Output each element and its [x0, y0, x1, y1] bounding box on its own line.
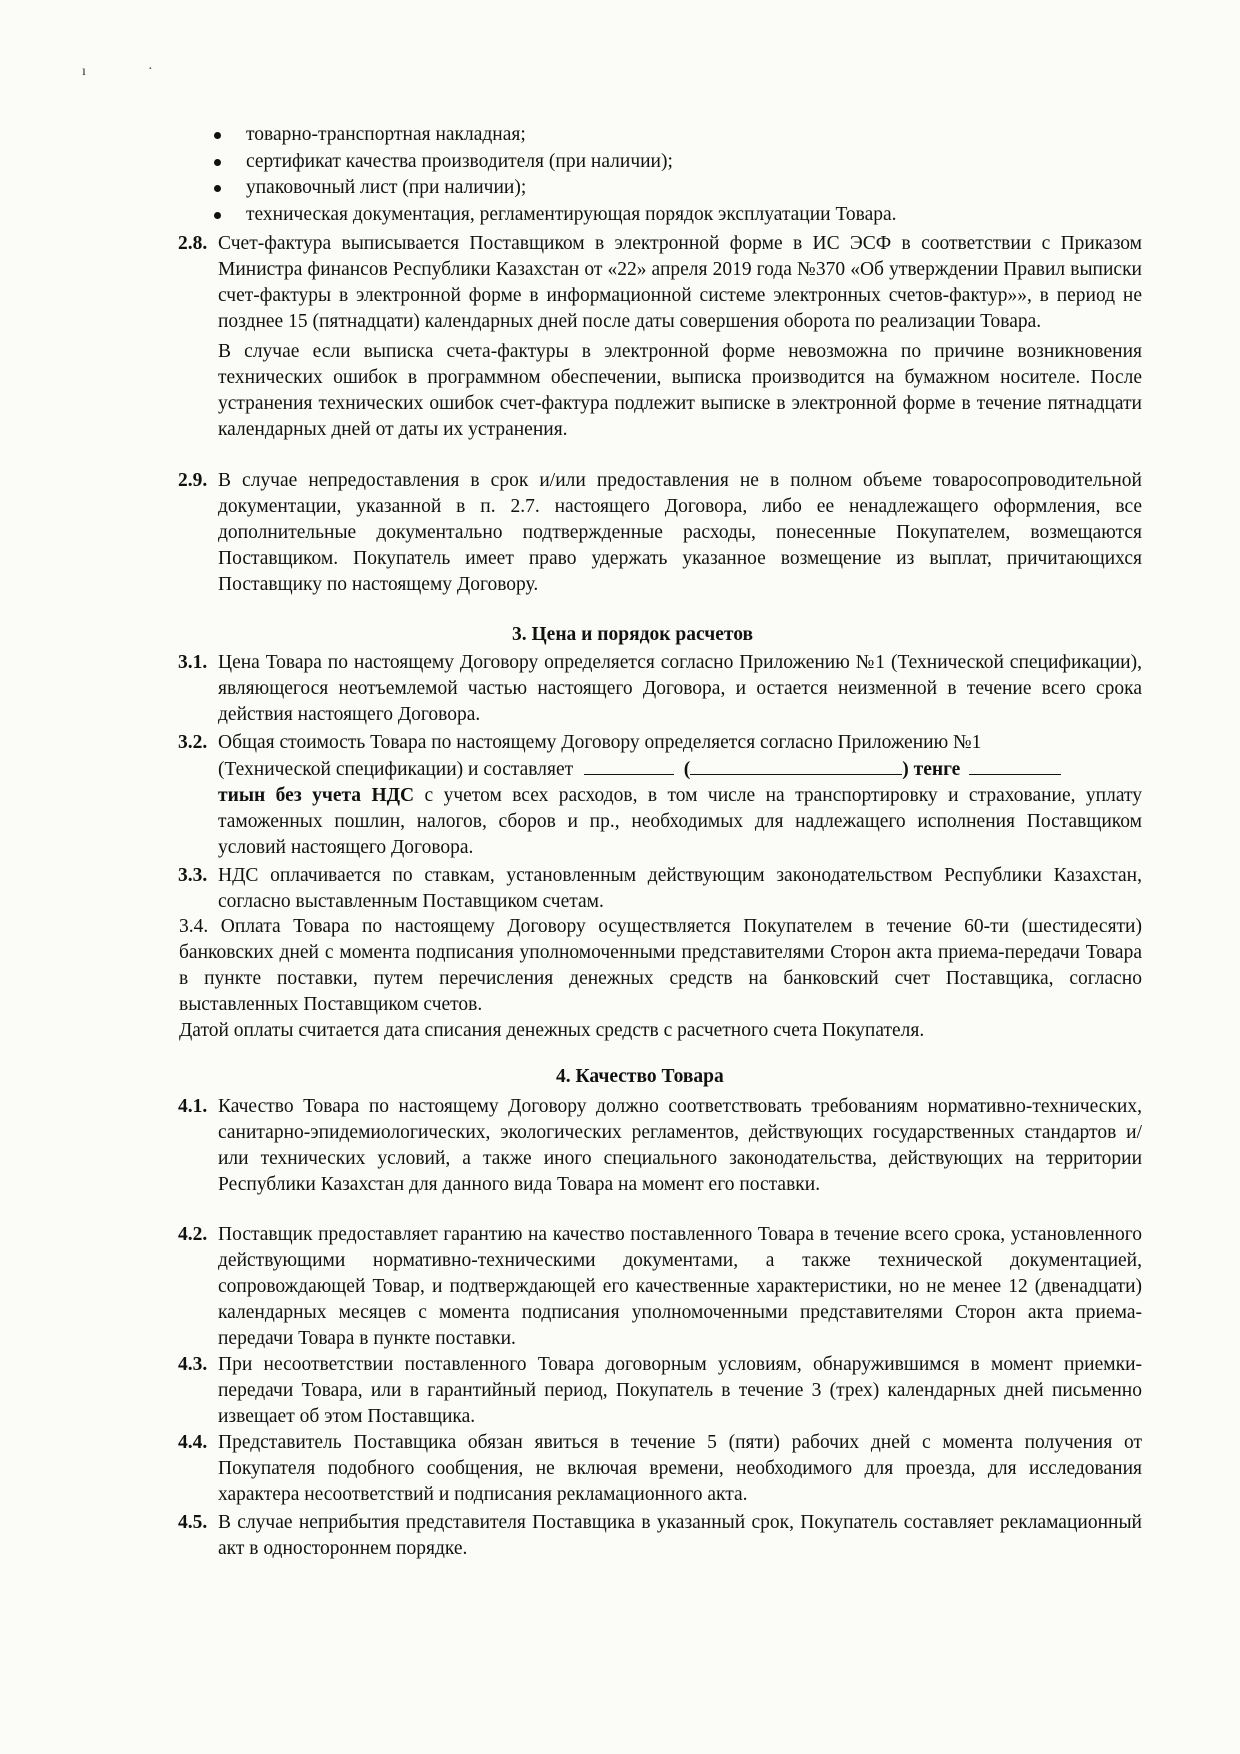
clause-text: В случае неприбытия представителя Поставщика в указанный срок, Покупатель составляет рекламационный акт в одностороннем порядке. — [218, 1512, 1142, 1559]
list-item: сертификат качества производителя (при наличии); — [200, 149, 1160, 176]
clause-text: Качество Товара по настоящему Договору должно соответствовать требованиям нормативно-технических, санитарно-эпидемиологических, экологических регламентов, действующих государственных стандартов и/или технических условий, а также иного специального законодательства, действующих на территории Республики Казахстан для данного вида Товара на момент его поставки. — [218, 1096, 1142, 1195]
clause-4-5 — [178, 1510, 1142, 1562]
clause-4-4 — [178, 1430, 1142, 1508]
clause-3-1 — [178, 650, 1142, 728]
clause-text: Счет-фактура выписывается Поставщиком в электронной форме в ИС ЭСФ в соответствии с Приказом Министра финансов Республики Казахстан от «22» апреля 2019 года №370 «Об утверждении Правил выписки счет-фактуры в электронной форме в информационной системе электронных счетов-фактур»», в период не позднее 15 (пятнадцати) календарных дней после даты совершения оборота по реализации Товара. — [218, 233, 1142, 332]
clause-4-1 — [178, 1094, 1142, 1198]
section-title: 3. Цена и порядок расчетов — [512, 624, 754, 645]
clause-text: Поставщик предоставляет гарантию на качество поставленного Товара в течение всего срока, установленного действующими нормативно-техническими документами, а также технической документацией, сопровождающей Товар, и подтверждающей его качественные характеристики, но не менее 12 (двенадцати) календарных месяцев с момента подписания уполномоченными представителями Сторон акта приема-передачи Товара в пункте поставки. — [218, 1224, 1142, 1349]
clause-text: Общая стоимость Товара по настоящему Договору определяется согласно Приложению №1 (Технической спецификации) и составляет ( ) тенге тиын без учета НДС с учетом всех расходов, в том числе на транспортировку и страхование, уплату таможенных пошлин, налогов, сборов и пр., необходимых для надлежащего исполнения Поставщиком условий настоящего Договора. — [218, 732, 1142, 858]
clause-text: В случае непредоставления в срок и/или предоставления не в полном объеме товаросопроводительной документации, указанной в п. 2.7. настоящего Договора, либо ее ненадлежащего оформления, все дополнительные документально подтвержденные расходы, понесенные Покупателем, возмещаются Поставщиком. Покупатель имеет право удержать указанное возмещение из выплат, причитающихся Поставщику по настоящему Договору. — [218, 470, 1142, 595]
bullet-icon — [214, 132, 221, 139]
bullet-icon — [214, 185, 221, 192]
clause-4-3 — [178, 1352, 1142, 1430]
section-title: 4. Качество Товара — [556, 1066, 724, 1087]
clause-number: 3.3. — [178, 865, 208, 886]
clause-text: Представитель Поставщика обязан явиться в течение 5 (пяти) рабочих дней с момента получения от Покупателя подобного сообщения, не включая времени, необходимого для проезда, для исследования характера несоответствий и подписания рекламационного акта. — [218, 1432, 1142, 1505]
scan-mark: · — [148, 62, 153, 77]
clause-3-2 — [178, 730, 1142, 861]
clause-number: 4.3. — [178, 1354, 208, 1375]
clause-4-2 — [178, 1222, 1142, 1352]
clause-number: 4.2. — [178, 1224, 208, 1245]
clause-number: 2.8. — [178, 233, 208, 254]
clause-text: Цена Товара по настоящему Договору определяется согласно Приложению №1 (Технической спецификации), являющегося неотъемлемой частью настоящего Договора, и остается неизменной в течение всего срока действия настоящего Договора. — [218, 652, 1142, 725]
clause-number: 3.1. — [178, 652, 208, 673]
amount-blank — [584, 756, 674, 775]
bullet-icon — [214, 159, 221, 166]
clause-text: В случае если выписка счета-фактуры в электронной форме невозможна по причине возникновения технических ошибок в программном обеспечении, выписка производится на бумажном носителе. После устранения технических ошибок счет-фактура подлежит выписке в электронной форме в течение пятнадцати календарных дней от даты их устранения. — [218, 341, 1142, 440]
list-item: товарно-транспортная накладная; — [200, 122, 1160, 149]
clause-text: При несоответствии поставленного Товара договорным условиям, обнаружившимся в момент приемки-передачи Товара, или в гарантийный период, Покупатель в течение 3 (трех) календарных дней письменно извещает об этом Поставщика. — [218, 1354, 1142, 1427]
list-item: техническая документация, регламентирующая порядок эксплуатации Товара. — [200, 202, 1160, 229]
clause-number: 4.5. — [178, 1512, 208, 1533]
clause-number: 2.9. — [178, 470, 208, 491]
clause-3-3 — [178, 863, 1142, 915]
clause-number: 4.4. — [178, 1432, 208, 1453]
documents-list — [200, 122, 1160, 228]
clause-2-9 — [178, 468, 1142, 598]
amount-words-blank — [690, 756, 902, 775]
clause-number: 4.1. — [178, 1096, 208, 1117]
clause-text: 3.4. Оплата Товара по настоящему Договору осуществляется Покупателем в течение 60-ти (шестидесяти) банковских дней с момента подписания уполномоченными представителями Сторон акта приема-передачи Товара в пункте поставки, путем перечисления денежных средств на банковский счет Поставщика, согласно выставленных Поставщиком счетов. — [179, 916, 1142, 1015]
clause-3-4 — [179, 914, 1142, 1044]
clause-2-8 — [178, 231, 1142, 443]
clause-text: Датой оплаты считается дата списания денежных средств с расчетного счета Покупателя. — [179, 1020, 925, 1041]
list-item: упаковочный лист (при наличии); — [200, 175, 1160, 202]
clause-text: НДС оплачивается по ставкам, установленным действующим законодательством Республики Казахстан, согласно выставленным Поставщиком счетам. — [218, 865, 1142, 912]
scan-mark: ı — [82, 64, 86, 79]
tiyn-blank — [969, 756, 1061, 775]
bullet-icon — [214, 212, 221, 219]
clause-number: 3.2. — [178, 732, 208, 753]
